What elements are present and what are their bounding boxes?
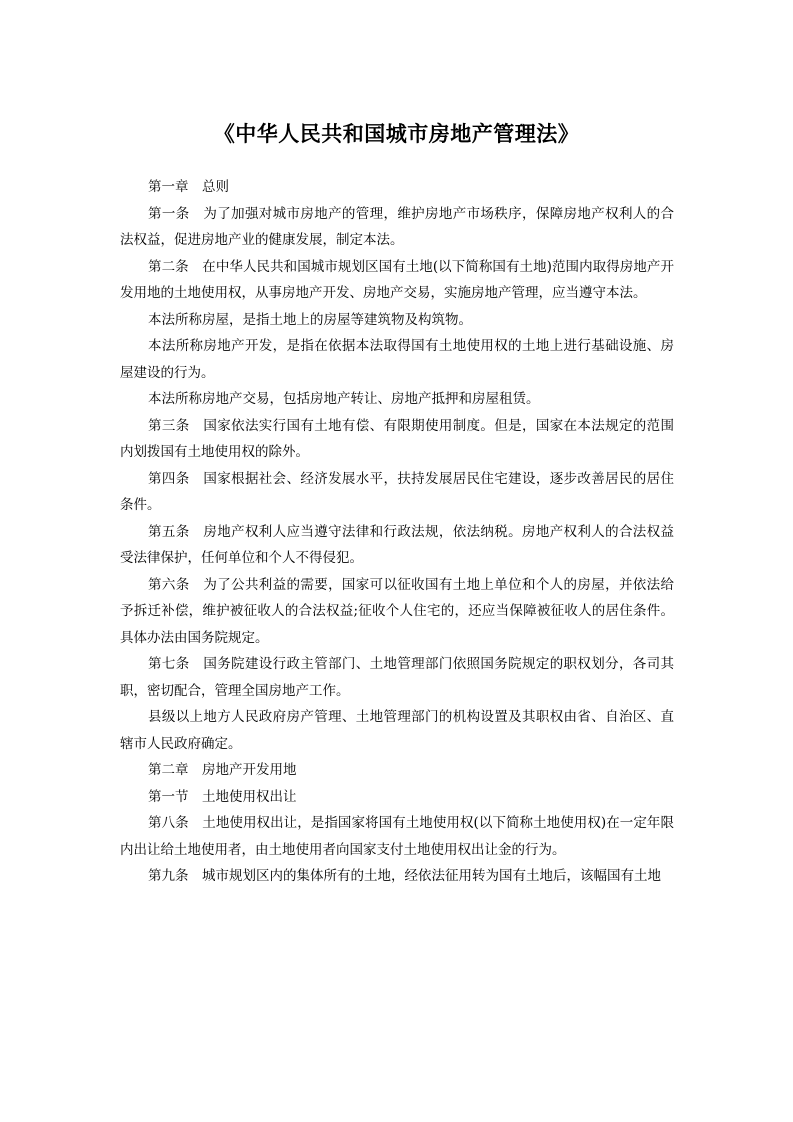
article-paragraph: 第二条 在中华人民共和国城市规划区国有土地(以下简称国有土地)范围内取得房地产开发用地的土地使用权，从事房地产开发、房地产交易，实施房地产管理，应当遵守本法。 (120, 258, 674, 301)
article-paragraph: 县级以上地方人民政府房产管理、土地管理部门的机构设置及其职权由省、自治区、直辖市人民政府确定。 (120, 709, 674, 752)
article-paragraph: 第八条 土地使用权出让，是指国家将国有土地使用权(以下简称土地使用权)在一定年限内出让给土地使用者，由土地使用者向国家支付土地使用权出让金的行为。 (120, 815, 674, 858)
article-paragraph: 本法所称房屋，是指土地上的房屋等建筑物及构筑物。 (148, 311, 472, 328)
article-paragraph: 第九条 城市规划区内的集体所有的土地，经依法征用转为国有土地后，该幅国有土地 (148, 868, 661, 884)
article-paragraph: 第七条 国务院建设行政主管部门、土地管理部门依照国务院规定的职权划分，各司其职，密切配合，管理全国房地产工作。 (120, 656, 674, 699)
article-paragraph: 第四条 国家根据社会、经济发展水平，扶持发展居民住宅建设，逐步改善居民的居住条件。 (120, 470, 674, 513)
article-paragraph: 第五条 房地产权利人应当遵守法律和行政法规，依法纳税。房地产权利人的合法权益受法律保护，任何单位和个人不得侵犯。 (120, 523, 674, 566)
chapter-heading: 第一章 总则 (148, 179, 229, 195)
document-body (120, 174, 674, 890)
article-paragraph: 第三条 国家依法实行国有土地有偿、有限期使用制度。但是，国家在本法规定的范围内划拨国有土地使用权的除外。 (120, 417, 674, 460)
article-paragraph: 本法所称房地产开发，是指在依据本法取得国有土地使用权的土地上进行基础设施、房屋建设的行为。 (120, 338, 674, 381)
section-heading: 第一节 土地使用权出让 (148, 788, 297, 805)
article-paragraph: 本法所称房地产交易，包括房地产转让、房地产抵押和房屋租赁。 (148, 391, 540, 407)
article-paragraph: 第一条 为了加强对城市房地产的管理，维护房地产市场秩序，保障房地产权利人的合法权益，促进房地产业的健康发展，制定本法。 (120, 205, 674, 248)
document-title: 《中华人民共和国城市房地产管理法》 (213, 122, 580, 146)
article-paragraph: 第六条 为了公共利益的需要，国家可以征收国有土地上单位和个人的房屋，并依法给予拆迁补偿，维护被征收人的合法权益;征收个人住宅的，还应当保障被征收人的居住条件。具体办法由国务院规定。 (120, 576, 674, 646)
chapter-heading: 第二章 房地产开发用地 (148, 762, 297, 778)
